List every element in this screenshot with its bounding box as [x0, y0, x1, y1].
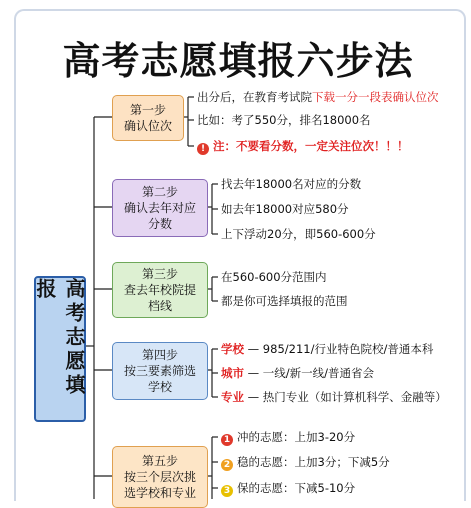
- item-text: 比如：考了550分，排名18000名: [197, 113, 371, 127]
- item-text: 找去年18000名对应的分数: [221, 177, 362, 191]
- item-text: — 985/211/行业特色院校/普通本科: [244, 342, 434, 356]
- step-1-item-1: [197, 88, 439, 106]
- item-text: — 一线/新一线/普通省会: [244, 366, 375, 380]
- step-5-item-1: [221, 428, 355, 446]
- item-text: 出分后，在教育考试院: [197, 90, 312, 104]
- step-4-item-3: [221, 388, 447, 406]
- item-highlight: 城市: [221, 366, 244, 380]
- item-highlight: 注：不要看分数，一定关注位次！！！: [213, 139, 409, 153]
- step-3-node: 第三步 查去年校院提 档线: [112, 262, 208, 318]
- number-2-icon: 2: [221, 459, 233, 471]
- page-title: 高考志愿填报六步法: [62, 38, 414, 83]
- number-3-icon: 3: [221, 485, 233, 497]
- item-text: 冲的志愿：上加3-20分: [237, 430, 356, 444]
- item-text: — 热门专业（如计算机科学、金融等）: [244, 390, 447, 404]
- step-3-item-1: [221, 268, 327, 286]
- item-highlight: 学校: [221, 342, 244, 356]
- step-2-item-1: [221, 175, 361, 193]
- item-text: 如去年18000对应580分: [221, 202, 349, 216]
- step-2-item-2: [221, 200, 349, 218]
- warning-icon: !: [197, 143, 209, 155]
- item-highlight: 下载一分一段表确认位次: [312, 90, 439, 104]
- step-2-item-3: [221, 225, 376, 243]
- step-3-item-2: [221, 292, 348, 310]
- step-4-item-2: [221, 364, 374, 382]
- item-highlight: 专业: [221, 390, 244, 404]
- number-1-icon: 1: [221, 434, 233, 446]
- item-text: 在560-600分范围内: [221, 270, 327, 284]
- step-4-node: 第四步 按三要素筛选 学校: [112, 342, 208, 400]
- item-text: 保的志愿：下减5-10分: [237, 481, 356, 495]
- item-text: 稳的志愿：上加3分；下减5分: [237, 455, 390, 469]
- item-text: 上下浮动20分，即560-600分: [221, 227, 376, 241]
- item-text: 都是你可选择填报的范围: [221, 294, 348, 308]
- step-5-item-2: [221, 453, 390, 471]
- root-label: 高考志愿填报: [33, 278, 86, 398]
- step-4-item-1: [221, 340, 433, 358]
- step-5-item-3: [221, 479, 355, 497]
- root-node: [34, 276, 86, 422]
- step-5-node: 第五步 按三个层次挑 选学校和专业: [112, 446, 208, 508]
- step-1-node: 第一步 确认位次: [112, 95, 184, 141]
- step-1-item-2: [197, 111, 371, 129]
- step-1-item-3: [197, 137, 409, 155]
- step-2-node: 第二步 确认去年对应 分数: [112, 179, 208, 237]
